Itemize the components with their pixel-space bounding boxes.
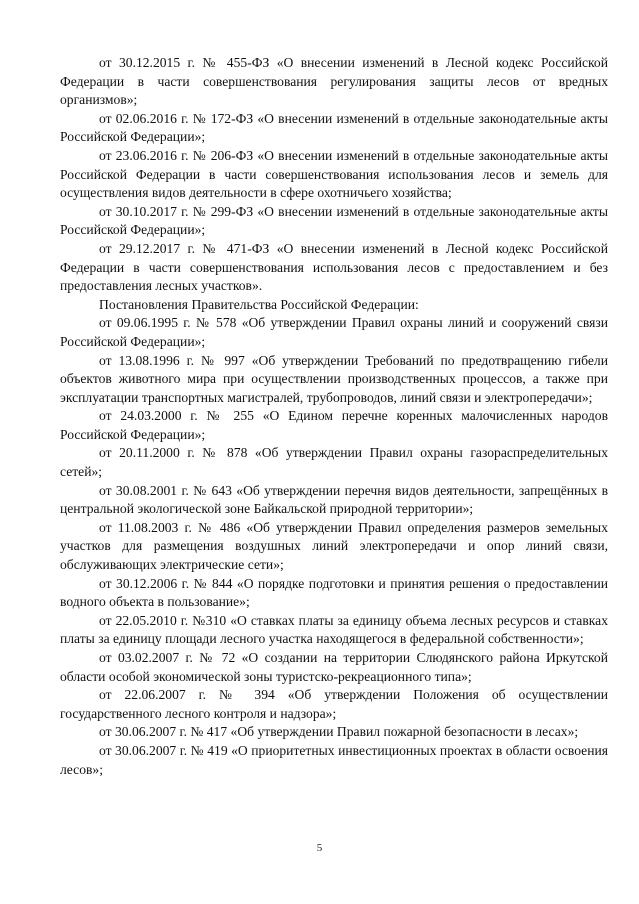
section-heading-government-decrees: Постановления Правительства Российской Федерации: xyxy=(99,296,419,312)
paragraph-law-172: от 02.06.2016 г. № 172-ФЗ «О внесении изменений в отдельные законодательные акты Российской Федерации»; xyxy=(60,110,608,145)
paragraph-decree-255: от 24.03.2000 г. № 255 «О Едином перечне коренных малочисленных народов Российской Федерации»; xyxy=(60,408,608,442)
paragraph-decree-997: от 13.08.1996 г. № 997 «Об утверждении Требований по предотвращению гибели объектов животного мира при осуществлении производственных процессов, а также при эксплуатации транспортных магистралей, трубопроводов, линий связи и электропередачи»; xyxy=(60,352,608,405)
paragraph-law-206: от 23.06.2016 г. № 206-ФЗ «О внесении изменений в отдельные законодательные акты Российской Федерации в части совершенствования использования лесов и земель для осуществления видов деятельности в сфере охотничьего хозяйства; xyxy=(60,147,608,201)
page-number: 5 xyxy=(316,842,323,854)
paragraph-decree-417: от 30.06.2007 г. № 417 «Об утверждении Правил пожарной безопасности в лесах»; xyxy=(99,724,579,740)
paragraph-law-471: от 29.12.2017 г. № 471-ФЗ «О внесении изменений в Лесной кодекс Российской Федерации в части совершенствования использования лесов с предоставлением и без предоставления лесных участков». xyxy=(60,240,608,294)
paragraph-law-455: от 30.12.2015 г. № 455-ФЗ «О внесении изменений в Лесной кодекс Российской Федерации в части совершенствования регулирования защиты лесов от вредных организмов»; xyxy=(60,55,608,108)
document-body xyxy=(60,54,608,779)
paragraph-decree-419: от 30.06.2007 г. № 419 «О приоритетных инвестиционных проектах в области освоения лесов»; xyxy=(60,742,608,777)
paragraph-decree-878: от 20.11.2000 г. № 878 «Об утверждении Правил охраны газораспределительных сетей»; xyxy=(60,445,608,480)
paragraph-decree-310: от 22.05.2010 г. №310 «О ставках платы за единицу объема лесных ресурсов и ставках платы за единицу площади лесного участка находящегося в федеральной собственности»; xyxy=(60,612,608,647)
paragraph-decree-394: от 22.06.2007 г. № 394 «Об утверждении Положения об осуществлении государственного лесного контроля и надзора»; xyxy=(60,687,608,721)
paragraph-decree-578: от 09.06.1995 г. № 578 «Об утверждении Правил охраны линий и сооружений связи Российской Федерации»; xyxy=(60,315,608,349)
paragraph-decree-643: от 30.08.2001 г. № 643 «Об утверждении перечня видов деятельности, запрещённых в центральной экологической зоне Байкальской природной территории»; xyxy=(60,482,608,517)
paragraph-decree-844: от 30.12.2006 г. № 844 «О порядке подготовки и принятия решения о предоставлении водного объекта в пользование»; xyxy=(60,575,608,610)
paragraph-decree-486: от 11.08.2003 г. № 486 «Об утверждении Правил определения размеров земельных участков для размещения воздушных линий электропередачи и опор линий связи, обслуживающих электрические сети»; xyxy=(60,519,608,573)
paragraph-law-299: от 30.10.2017 г. № 299-ФЗ «О внесении изменений в отдельные законодательные акты Российской Федерации»; xyxy=(60,203,608,238)
paragraph-decree-72: от 03.02.2007 г. № 72 «О создании на территории Слюдянского района Иркутской области особой экономической зоны туристско-рекреационного типа»; xyxy=(60,650,608,684)
